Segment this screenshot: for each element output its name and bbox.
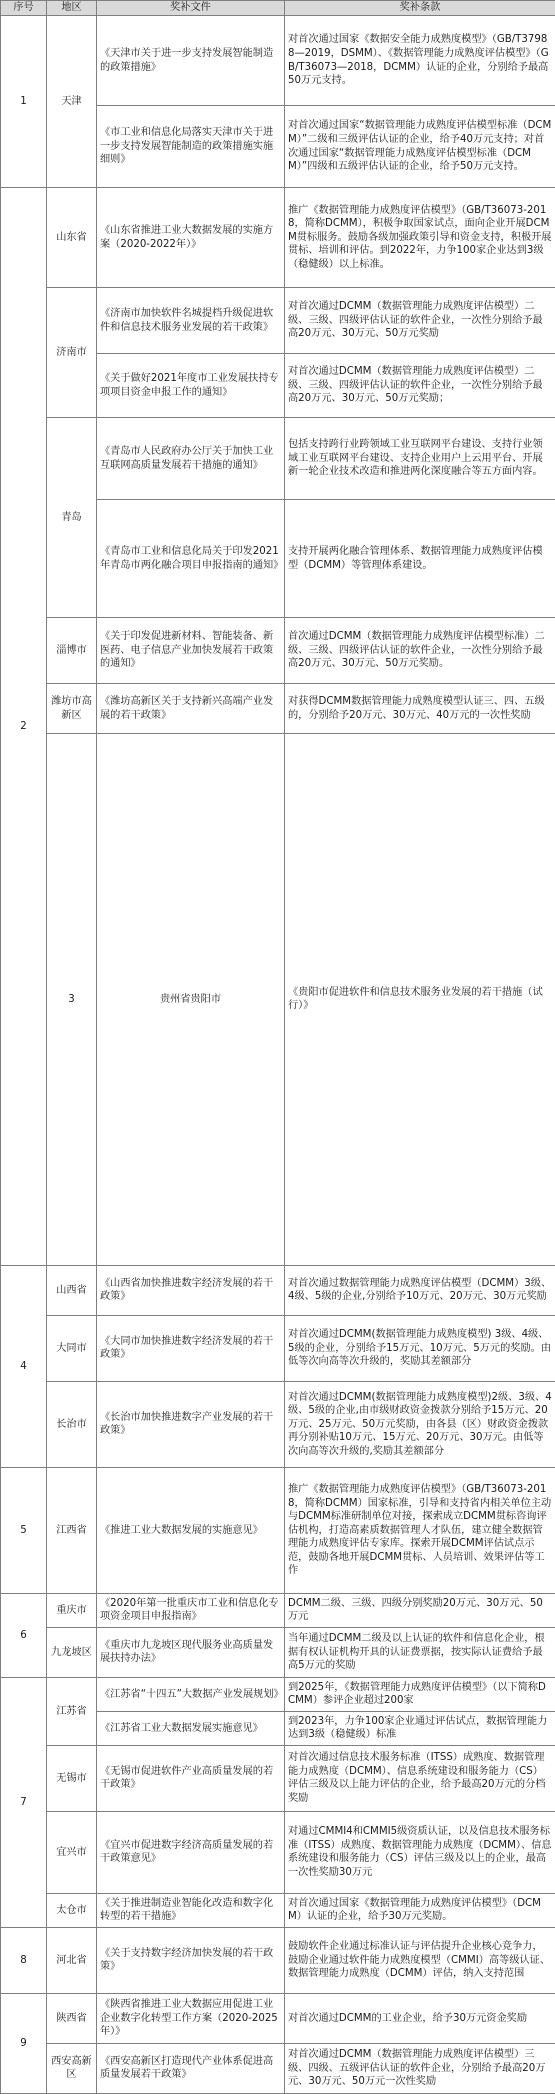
table-row bbox=[1, 1745, 555, 1811]
terms-cell: 到2023年，力争100家企业通过评估试点，数据管理能力达到3级（稳健级）标准 bbox=[285, 1711, 555, 1745]
row-number: 5 bbox=[1, 1467, 47, 1593]
document-cell: 《大同市加快推进数字经济发展的若干政策》 bbox=[97, 1315, 285, 1381]
document-cell: 《西安高新区打造现代产业体系促进高质量发展若干政策》 bbox=[97, 2043, 285, 2093]
table-row bbox=[1, 1811, 555, 1893]
table-row bbox=[1, 1893, 555, 1927]
region-cell: 济南市 bbox=[47, 288, 97, 418]
document-cell: 《江苏省工业大数据发展实施意见》 bbox=[97, 1711, 285, 1745]
region-cell: 江西省 bbox=[47, 1467, 97, 1593]
table-row bbox=[1, 1927, 555, 1993]
document-cell: 《重庆市九龙坡区现代服务业高质量发展扶持办法》 bbox=[97, 1627, 285, 1677]
document-cell: 《山西省加快推进数字经济发展的若干政策》 bbox=[97, 1265, 285, 1315]
region-cell: 九龙坡区 bbox=[47, 1627, 97, 1677]
table-row bbox=[1, 1993, 555, 2043]
document-cell: 《长治市加快推进数字产业发展的若干政策》 bbox=[97, 1381, 285, 1467]
table-row bbox=[1, 418, 555, 500]
table-row bbox=[1, 16, 555, 106]
terms-cell: 对首次通过数据管理能力成熟度评估模型（DCMM）3级、4级、5级的企业,分别给予10万元、20万元、30万元奖励 bbox=[285, 1265, 555, 1315]
region-cell: 贵州省贵阳市 bbox=[97, 734, 285, 1266]
document-cell: 《关于支持数字经济加快发展的若干政策》 bbox=[97, 1927, 285, 1993]
document-cell: 《江苏省“十四五”大数据产业发展规划》 bbox=[97, 1677, 285, 1711]
terms-cell: 包括支持跨行业跨领域工业互联网平台建设、支持行业领域工业互联网平台建设、支持企业用户上云用平台、开展新一轮企业技术改造和推进两化深度融合等五方面内容。 bbox=[285, 418, 555, 500]
row-number: 6 bbox=[1, 1593, 47, 1677]
document-cell: 《青岛市人民政府办公厅关于加快工业互联网高质量发展若干措施的通知》 bbox=[97, 418, 285, 500]
region-cell: 河北省 bbox=[47, 1927, 97, 1993]
document-cell: 《贵阳市促进软件和信息技术服务业发展的若干措施（试行）》 bbox=[285, 734, 555, 1266]
region-cell: 山东省 bbox=[47, 188, 97, 288]
terms-cell: 对首次通过国家“数据管理能力成熟度评估模型标准（DCMM）”二级和三级评估认证的企业，给予40万元支持；对首次通过国家“数据管理能力成熟度评估模型标准（DCMM）”四级和五级评估认证的企业，给予50万元支持。 bbox=[285, 106, 555, 188]
document-cell: 《关于做好2021年度市工业发展扶持专项项目资金申报工作的通知》 bbox=[97, 354, 285, 418]
terms-cell: 对首次通过DCMM的工业企业，给予30万元资金奖励 bbox=[285, 1993, 555, 2043]
region-cell: 长治市 bbox=[47, 1381, 97, 1467]
table-row bbox=[1, 618, 555, 684]
terms-cell: 对首次通过DCMM（数据管理能力成熟度评估模型）三级、四级、五级评估认证的软件企业，分别给予最高20万元、30万元、50万元一次性奖励 bbox=[285, 2043, 555, 2093]
region-cell: 淄博市 bbox=[47, 618, 97, 684]
terms-cell: 对首次通过DCMM(数据管理能力成熟度模型) 3级、4级、5级的企业，分别给予15万元、10万元、5万元的奖励。由低等次向高等次升级的，奖励其差额部分 bbox=[285, 1315, 555, 1381]
table-row bbox=[1, 2043, 555, 2093]
terms-cell: 推广《数据管理能力成熟度评估模型》（GB/T36073-2018，简称DCMM），积极争取国家试点，面向企业开展DCMM贯标服务。鼓励各级加强政策引导和资金支持，积极开展贯标、培训和评估。到2022年，力争100家企业达到3级（稳健级）以上标准。 bbox=[285, 188, 555, 288]
row-number: 8 bbox=[1, 1927, 47, 1993]
region-cell: 无锡市 bbox=[47, 1745, 97, 1811]
terms-cell: 对获得DCMM数据管理能力成熟度模型认证三、四、五级的，分别给予20万元、30万元、40万元的一次性奖励 bbox=[285, 684, 555, 734]
terms-cell: 对通过CMMI4和CMMI5级资质认证，以及信息技术服务标准（ITSS）成熟度、数据管理能力成熟度（DCMM）、信息系统建设和服务能力（CS）评估三级及以上的企业，最高一次性奖励30万元 bbox=[285, 1811, 555, 1893]
table-row bbox=[1, 1467, 555, 1593]
table-row bbox=[1, 188, 555, 288]
terms-cell: 推广《数据管理能力成熟度评估模型》（GB/T36073-2018，简称DCMM）国家标准，引导和支持省内相关单位主动与DCMM标准研制单位对接，探索成立DCMM贯标咨询评估机构，打造高素质数据管理人才队伍，建立健全数据管理能力成熟度评估专家库。探索开展DCMM评估试点示范，鼓励各地开展DCMM贯标、人员培训、效果评估等工作 bbox=[285, 1467, 555, 1593]
header-row bbox=[1, 1, 555, 16]
table-row bbox=[1, 1627, 555, 1677]
terms-cell: 对首次通过DCMM（数据管理能力成熟度评估模型）二级、三级、四级评估认证的软件企业，一次性分别给予最高20万元、30万元、50万元奖励 bbox=[285, 288, 555, 354]
table-row bbox=[1, 1315, 555, 1381]
document-cell: 《潍坊高新区关于支持新兴高端产业发展的若干政策》 bbox=[97, 684, 285, 734]
table-row bbox=[1, 1593, 555, 1627]
region-cell: 江苏省 bbox=[47, 1677, 97, 1745]
row-number: 7 bbox=[1, 1677, 47, 1927]
row-number: 4 bbox=[1, 1265, 47, 1467]
terms-cell: 对首次通过国家《数据管理能力成熟度评估模型》（DCMM）认证的企业，给予30万元奖励。 bbox=[285, 1893, 555, 1927]
table-row bbox=[1, 288, 555, 354]
document-cell: 《市工业和信息化局落实天津市关于进一步支持发展智能制造的政策措施实施细则》 bbox=[97, 106, 285, 188]
document-cell: 《关于印发促进新材料、智能装备、新医药、电子信息产业加快发展若干政策的通知》 bbox=[97, 618, 285, 684]
terms-cell: 到2025年，《数据管理能力成熟度评估模型》（以下简称DCMM）参评企业超过200家 bbox=[285, 1677, 555, 1711]
region-cell: 潍坊市高新区 bbox=[47, 684, 97, 734]
region-cell: 太仓市 bbox=[47, 1893, 97, 1927]
document-cell: 《关于推进制造业智能化改造和数字化转型的若干措施》 bbox=[97, 1893, 285, 1927]
terms-cell: 对首次通过DCMM（数据管理能力成熟度评估模型）二级、三级、四级评估认证的软件企业，一次性分别给予最高20万元、30万元、50万元奖励； bbox=[285, 354, 555, 418]
region-cell: 大同市 bbox=[47, 1315, 97, 1381]
region-cell: 重庆市 bbox=[47, 1593, 97, 1627]
region-cell: 青岛 bbox=[47, 418, 97, 618]
region-cell: 西安高新区 bbox=[47, 2043, 97, 2093]
document-cell: 《无锡市促进软件产业高质量发展的若干政策》 bbox=[97, 1745, 285, 1811]
table-row bbox=[1, 1381, 555, 1467]
table-row bbox=[1, 1677, 555, 1711]
header-region: 地区 bbox=[47, 1, 97, 16]
row-number: 3 bbox=[47, 734, 97, 1266]
region-cell: 山西省 bbox=[47, 1265, 97, 1315]
document-cell: 《山东省推进工业大数据发展的实施方案（2020-2022年）》 bbox=[97, 188, 285, 288]
terms-cell: 对首次通过信息技术服务标准（ITSS）成熟度、数据管理能力成熟度（DCMM）、信息系统建设和服务能力（CS）评估三级及以上能力评估的企业，给予最高20万元的分档奖励 bbox=[285, 1745, 555, 1811]
row-number: 9 bbox=[1, 1993, 47, 2093]
region-cell: 宜兴市 bbox=[47, 1811, 97, 1893]
table-row bbox=[1, 1265, 555, 1315]
terms-cell: 对首次通过国家《数据安全能力成熟度模型》（GB/T37988—2019，DSMM）、《数据管理能力成熟度评估模型》（GB/T36073—2018，DCMM）认证的企业，分别给予最高50万元支持。 bbox=[285, 16, 555, 106]
terms-cell: 对首次通过DCMM(数据管理能力成熟度模型)2级、3级、4级、5级的企业,由市级财政资金拨款分别给予15万元、20万元、25万元、50万元奖励，由各县（区）财政资金拨款再分别补贴10万元、15万元、20万元、30万元。由低等次向高等次升级的,奖励其差额部分 bbox=[285, 1381, 555, 1467]
header-document: 奖补文件 bbox=[97, 1, 285, 16]
header-terms: 奖补条款 bbox=[285, 1, 555, 16]
document-cell: 《陕西省推进工业大数据应用促进工业企业数字化转型工作方案（2020-2025年）》 bbox=[97, 1993, 285, 2043]
region-cell: 天津 bbox=[47, 16, 97, 188]
document-cell: 《青岛市工业和信息化局关于印发2021年青岛市两化融合项目申报指南的通知》 bbox=[97, 500, 285, 618]
document-cell: 《天津市关于进一步支持发展智能制造的政策措施》 bbox=[97, 16, 285, 106]
document-cell: 《济南市加快软件名城提档升级促进软件和信息技术服务业发展的若干政策》 bbox=[97, 288, 285, 354]
row-number: 1 bbox=[1, 16, 47, 188]
row-number: 2 bbox=[1, 188, 47, 1266]
document-cell: 《宜兴市促进数字经济高质量发展的若干政策意见》 bbox=[97, 1811, 285, 1893]
region-cell: 陕西省 bbox=[47, 1993, 97, 2043]
terms-cell: DCMM二级、三级、四级分别奖励20万元、30万元、50万元 bbox=[285, 1593, 555, 1627]
terms-cell: 支持开展两化融合管理体系、数据管理能力成熟度评估模型（DCMM）等管理体系建设。 bbox=[285, 500, 555, 618]
table-row bbox=[1, 734, 555, 1266]
terms-cell: 鼓励软件企业通过标准认证与评估提升企业核心竞争力，鼓励企业通过软件能力成熟度模型（CMMI）高等级认证、数据管理能力成熟度（DCMM）评估，纳入支持范围 bbox=[285, 1927, 555, 1993]
terms-cell: 当年通过DCMM二级及以上认证的软件和信息化企业，根据有权认证机构开具的认证费票据，按实际认证费给予最高5万元的奖励 bbox=[285, 1627, 555, 1677]
document-cell: 《2020年第一批重庆市工业和信息化专项资金项目申报指南》 bbox=[97, 1593, 285, 1627]
document-cell: 《推进工业大数据发展的实施意见》 bbox=[97, 1467, 285, 1593]
header-num: 序号 bbox=[1, 1, 47, 16]
table-row bbox=[1, 684, 555, 734]
terms-cell: 首次通过DCMM（数据管理能力成熟度评估模型标准）二级、三级、四级评估认证的软件企业，一次性分别给予最高20万元、30万元、50万元奖励。 bbox=[285, 618, 555, 684]
